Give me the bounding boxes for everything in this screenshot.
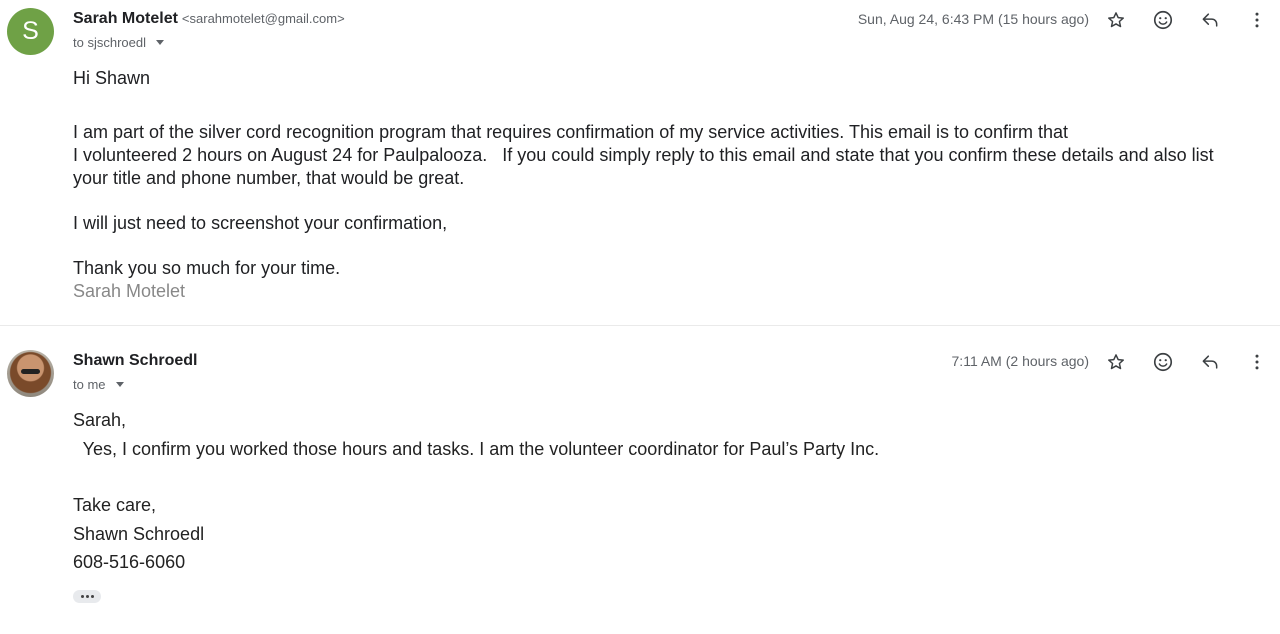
star-icon <box>1106 352 1126 372</box>
sender-line <box>73 10 345 28</box>
closing: Thank you so much for your time. <box>73 258 341 278</box>
star-icon <box>1106 10 1126 30</box>
message-actions <box>1092 8 1280 32</box>
show-trimmed-content-button[interactable] <box>73 590 101 603</box>
chevron-down-icon <box>116 382 124 387</box>
emoji-reaction-button[interactable] <box>1139 8 1186 32</box>
more-vert-icon <box>1247 10 1267 30</box>
signature-phone: 608-516-6060 <box>73 552 186 572</box>
more-options-button[interactable] <box>1233 8 1280 32</box>
chevron-down-icon <box>156 40 164 45</box>
message-actions <box>1092 350 1280 374</box>
avatar[interactable] <box>7 350 54 397</box>
message-shawn <box>0 326 1280 634</box>
reply-button[interactable] <box>1186 350 1233 374</box>
recipients-label: to sjschroedl <box>73 35 146 50</box>
reply-icon <box>1200 10 1220 30</box>
dot <box>81 595 84 598</box>
emoji-icon <box>1152 351 1174 373</box>
body-line: your title and phone number, that would be great. <box>73 168 465 188</box>
emoji-icon <box>1152 9 1174 31</box>
message-body <box>73 67 1270 303</box>
body-line: I volunteered 2 hours on August 24 for Paulpalooza. If you could simply reply to this email and state that you confirm these details and also list <box>73 145 1214 165</box>
signature: Sarah Motelet <box>73 281 186 301</box>
more-options-button[interactable] <box>1233 350 1280 374</box>
dot <box>86 595 89 598</box>
avatar-photo-detail <box>21 369 40 374</box>
body-line: Yes, I confirm you worked those hours and tasks. I am the volunteer coordinator for Paul’s Party Inc. <box>73 439 880 459</box>
greeting: Sarah, <box>73 410 127 430</box>
signature-name: Shawn Schroedl <box>73 524 205 544</box>
star-button[interactable] <box>1092 8 1139 32</box>
timestamp: 7:11 AM (2 hours ago) <box>951 353 1089 369</box>
sender-email: <sarahmotelet@gmail.com> <box>181 11 345 26</box>
sender-name[interactable]: Sarah Motelet <box>73 10 178 27</box>
sender-name[interactable]: Shawn Schroedl <box>73 352 198 369</box>
recipients-label: to me <box>73 377 106 392</box>
reply-icon <box>1200 352 1220 372</box>
closing: Take care, <box>73 495 157 515</box>
timestamp: Sun, Aug 24, 6:43 PM (15 hours ago) <box>857 11 1089 27</box>
body-paragraph: I will just need to screenshot your confirmation, <box>73 213 448 233</box>
greeting: Hi Shawn <box>73 68 151 88</box>
body-line: I am part of the silver cord recognition program that requires confirmation of my service activities. This email is to confirm that <box>73 122 1069 142</box>
star-button[interactable] <box>1092 350 1139 374</box>
avatar[interactable]: S <box>7 8 54 55</box>
emoji-reaction-button[interactable] <box>1139 350 1186 374</box>
reply-button[interactable] <box>1186 8 1233 32</box>
dot <box>91 595 94 598</box>
recipients-toggle[interactable] <box>73 35 164 50</box>
recipients-toggle[interactable] <box>73 377 124 392</box>
more-vert-icon <box>1247 352 1267 372</box>
